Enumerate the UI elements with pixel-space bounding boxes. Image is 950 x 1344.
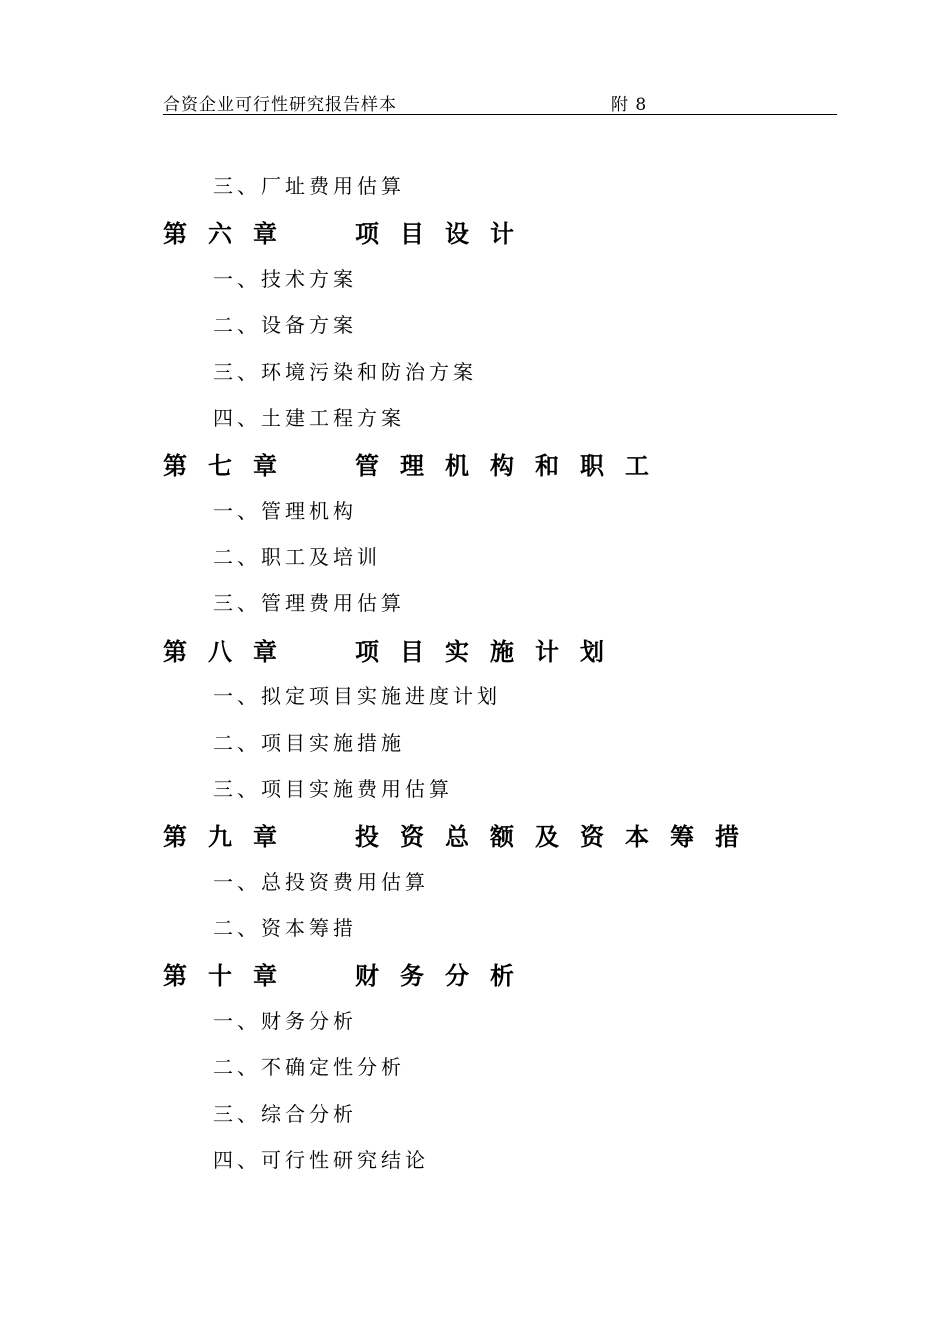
- section-10-1: 一、财务分析: [213, 1009, 357, 1033]
- section-5-3: 三、厂址费用估算: [213, 174, 405, 198]
- chapter-10-title: 财务分析: [355, 962, 535, 990]
- section-7-2: 二、职工及培训: [213, 545, 381, 569]
- chapter-6-number: 第六章: [163, 220, 298, 248]
- chapter-9-title: 投资总额及资本筹措: [355, 823, 760, 851]
- section-8-1: 一、拟定项目实施进度计划: [213, 684, 501, 708]
- chapter-10-number: 第十章: [163, 962, 298, 990]
- chapter-6-title: 项目设计: [355, 220, 535, 248]
- section-6-1: 一、技术方案: [213, 267, 357, 291]
- section-8-3: 三、项目实施费用估算: [213, 777, 453, 801]
- chapter-10-heading: [163, 962, 535, 990]
- section-7-1: 一、管理机构: [213, 499, 357, 523]
- chapter-6-heading: [163, 220, 535, 248]
- section-9-1: 一、总投资费用估算: [213, 870, 429, 894]
- section-6-3: 三、环境污染和防治方案: [213, 360, 477, 384]
- section-6-2: 二、设备方案: [213, 313, 357, 337]
- chapter-9-heading: [163, 823, 760, 851]
- document-title: 合资企业可行性研究报告样本: [163, 95, 397, 115]
- section-8-2: 二、项目实施措施: [213, 731, 405, 755]
- chapter-7-number: 第七章: [163, 452, 298, 480]
- chapter-7-title: 管理机构和职工: [355, 452, 670, 480]
- section-10-2: 二、不确定性分析: [213, 1055, 405, 1079]
- chapter-8-number: 第八章: [163, 638, 298, 666]
- appendix-label: 附 8: [611, 95, 648, 115]
- chapter-9-number: 第九章: [163, 823, 298, 851]
- page-header: [163, 88, 837, 115]
- section-6-4: 四、土建工程方案: [213, 406, 405, 430]
- chapter-8-heading: [163, 638, 625, 666]
- section-10-3: 三、综合分析: [213, 1102, 357, 1126]
- section-10-4: 四、可行性研究结论: [213, 1148, 429, 1172]
- section-9-2: 二、资本筹措: [213, 916, 357, 940]
- chapter-8-title: 项目实施计划: [355, 638, 625, 666]
- section-7-3: 三、管理费用估算: [213, 591, 405, 615]
- chapter-7-heading: [163, 452, 670, 480]
